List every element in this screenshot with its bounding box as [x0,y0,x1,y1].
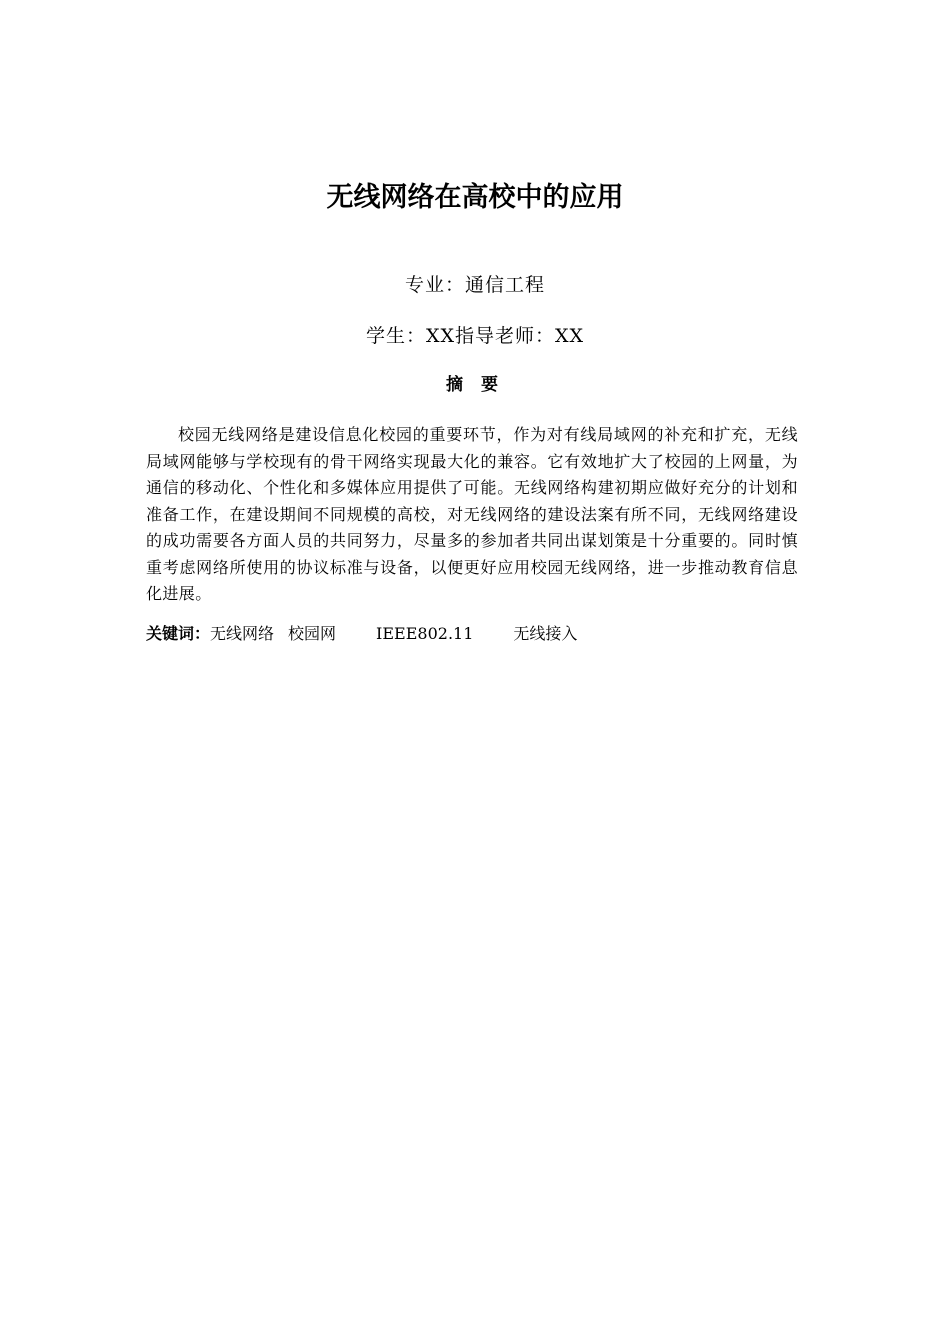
keyword-item: 无线接入 [513,624,578,643]
major-line: 专业：通信工程 [404,274,545,296]
abstract-body: 校园无线网络是建设信息化校园的重要环节，作为对有线局域网的补充和扩充，无线局域网能够与学校现有的骨干网络实现最大化的兼容。它有效地扩大了校园的上网量，为通信的移动化、个性化和多媒体应用提供了可能。无线网络构建初期应做好充分的计划和准备工作，在建设期间不同规模的高校，对无线网络的建设法案有所不同，无线网络建设的成功需要各方面人员的共同努力，尽量多的参加者共同出谋划策是十分重要的。同时慎重考虑网络所使用的协议标准与设备，以便更好应用校园无线网络，进一步推动教育信息化进展。 [146,425,798,603]
abstract-heading: 摘 要 [446,375,504,395]
keyword-item: IEEE802.11 [376,624,474,643]
keyword-item: 无线网络 [210,624,275,643]
student-advisor-line: 学生：XX指导老师：XX [365,325,585,347]
paper-title: 无线网络在高校中的应用 [326,182,624,213]
keywords-line [146,621,806,647]
keywords-label: 关键词： [146,624,211,643]
keyword-item: 校园网 [288,624,337,643]
